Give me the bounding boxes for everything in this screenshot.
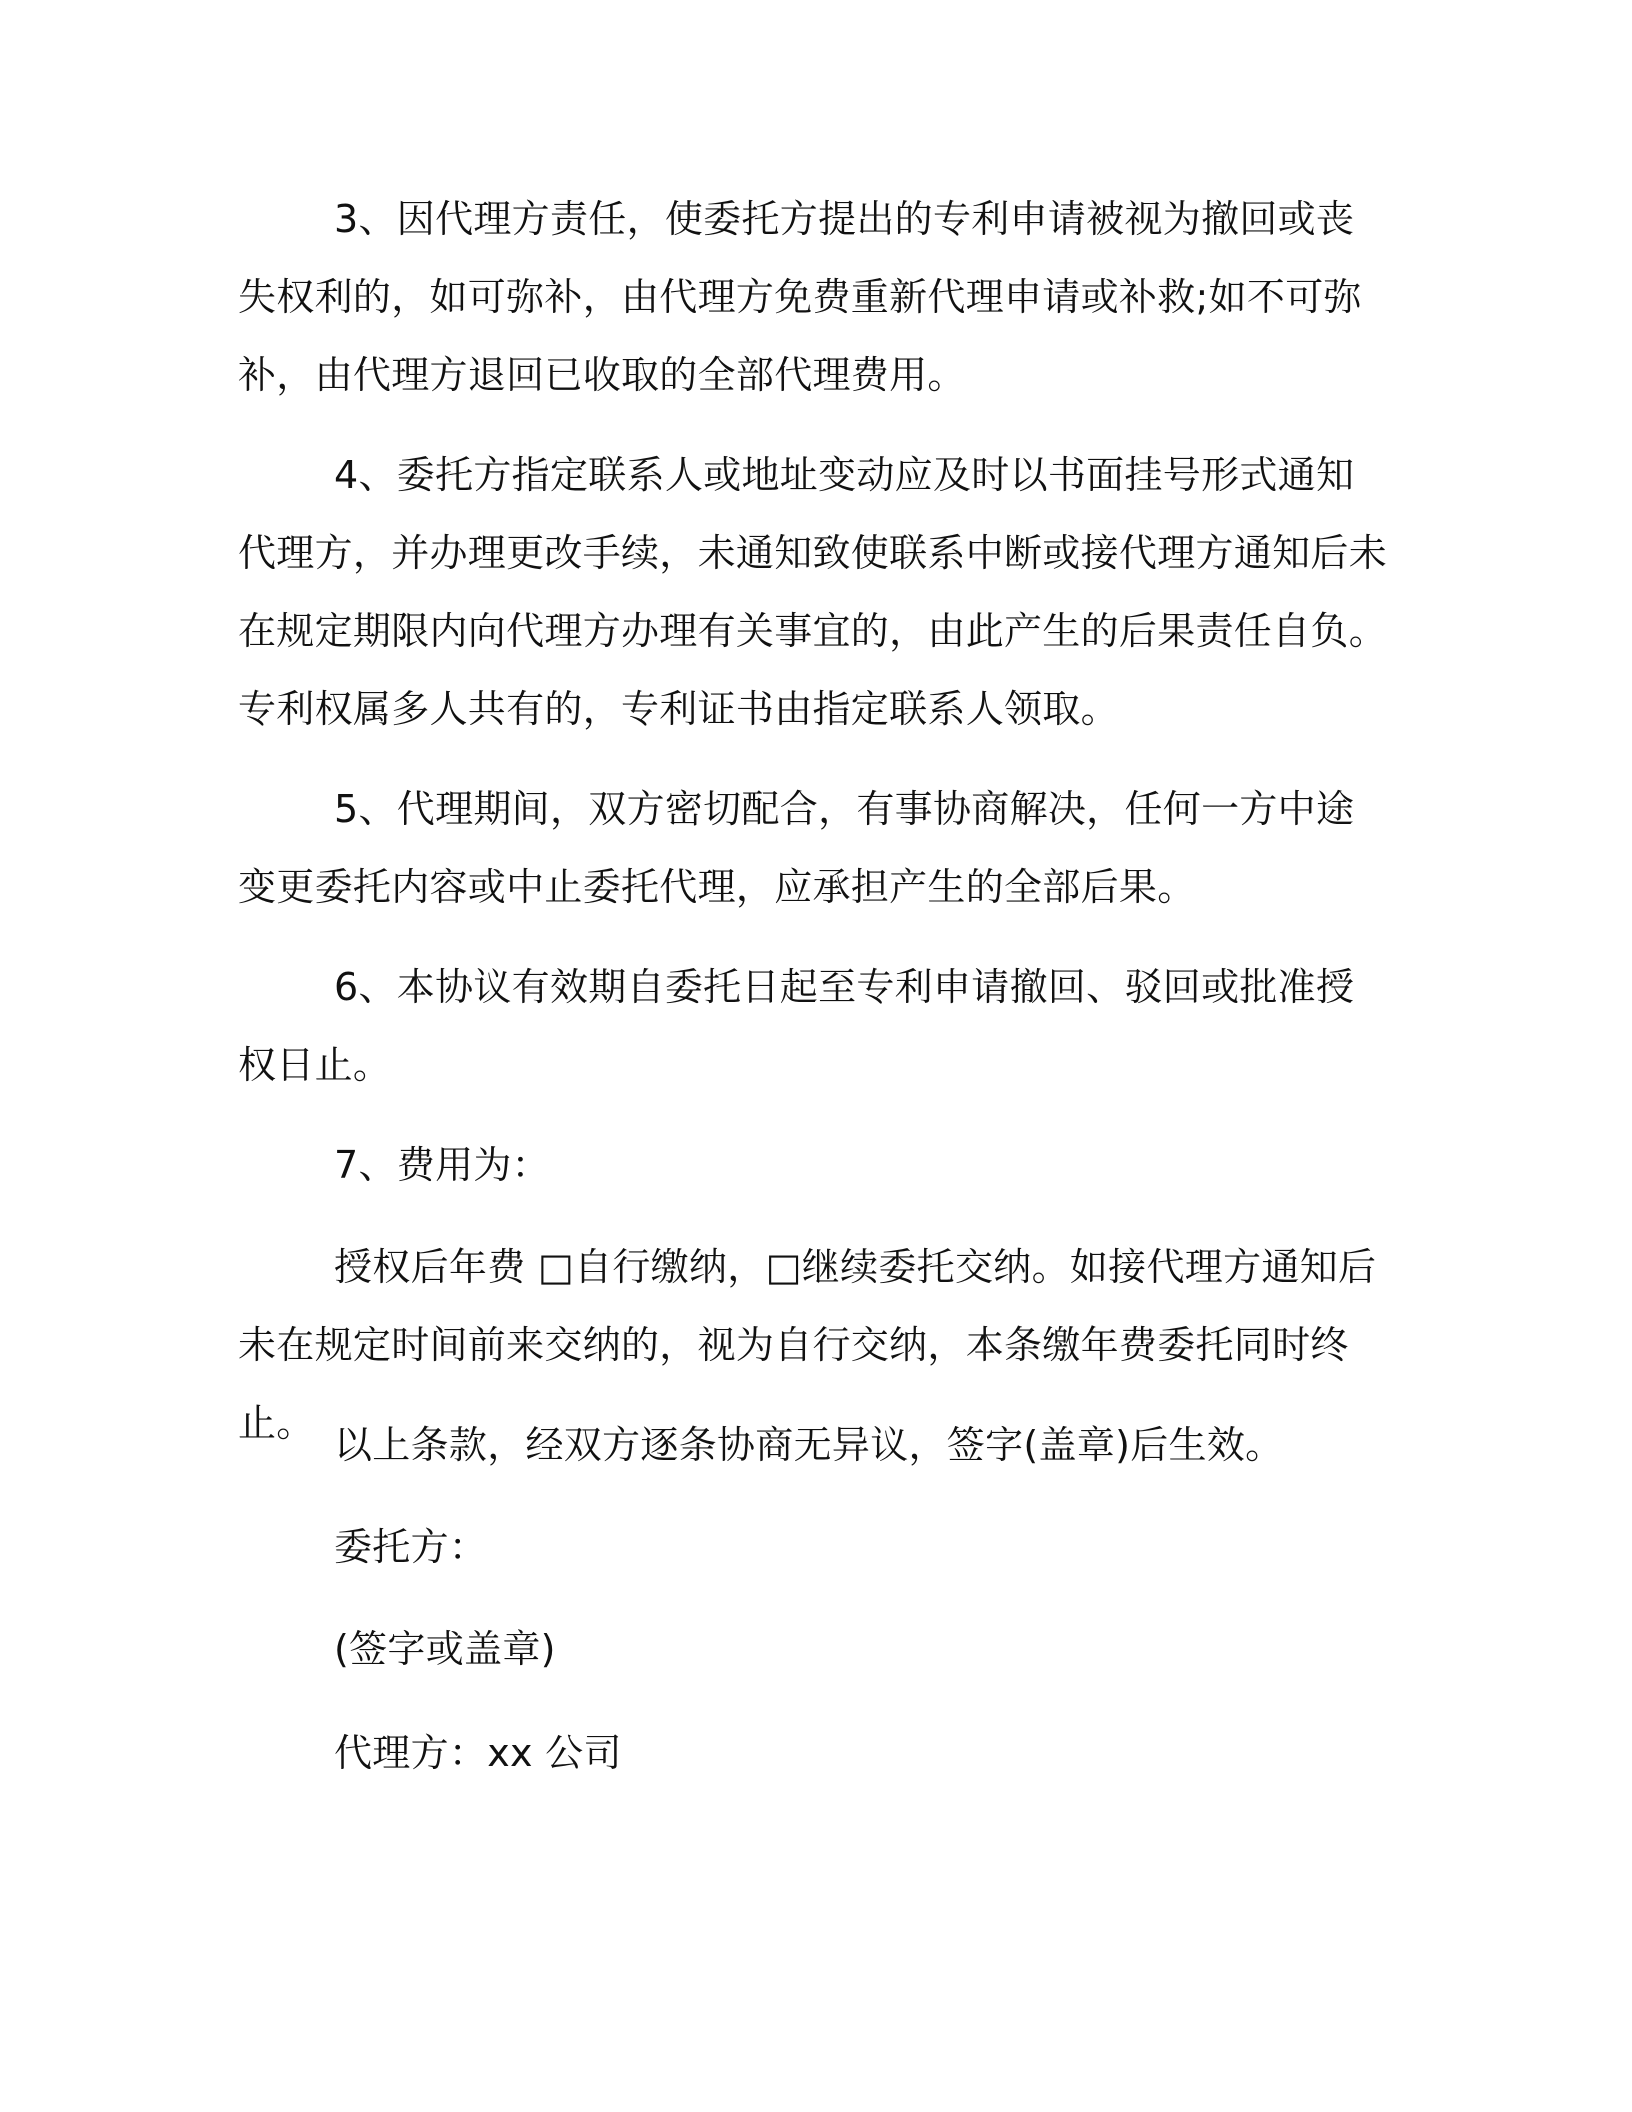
clause-3: 3、因代理方责任，使委托方提出的专利申请被视为撤回或丧失权利的，如可弥补，由代理方免费重新代理申请或补救;如不可弥补，由代理方退回已收取的全部代理费用。 <box>238 197 1362 397</box>
clause-6: 6、本协议有效期自委托日起至专利申请撤回、驳回或批准授权日止。 <box>238 965 1355 1087</box>
signature-note: (签字或盖章) <box>334 1627 556 1671</box>
principal-label: 委托方： <box>334 1525 488 1569</box>
clause-4: 4、委托方指定联系人或地址变动应及时以书面挂号形式通知代理方，并办理更改手续，未通知致使联系中断或接代理方通知后未在规定期限内向代理方办理有关事宜的，由此产生的后果责任自负。专利权属多人共有的，专利证书由指定联系人领取。 <box>238 453 1388 731</box>
agent-line: 代理方：xx 公司 <box>334 1731 622 1775</box>
clause-5: 5、代理期间，双方密切配合，有事协商解决，任何一方中途变更委托内容或中止委托代理，应承担产生的全部后果。 <box>238 787 1355 909</box>
clause-7-heading: 7、费用为： <box>334 1143 550 1187</box>
closing-statement: 以上条款，经双方逐条协商无异议，签字(盖章)后生效。 <box>334 1423 1284 1467</box>
annual-fee-clause: 授权后年费 □自行缴纳，□继续委托交纳。如接代理方通知后未在规定时间前来交纳的，视为自行交纳，本条缴年费委托同时终止。 <box>238 1245 1377 1445</box>
